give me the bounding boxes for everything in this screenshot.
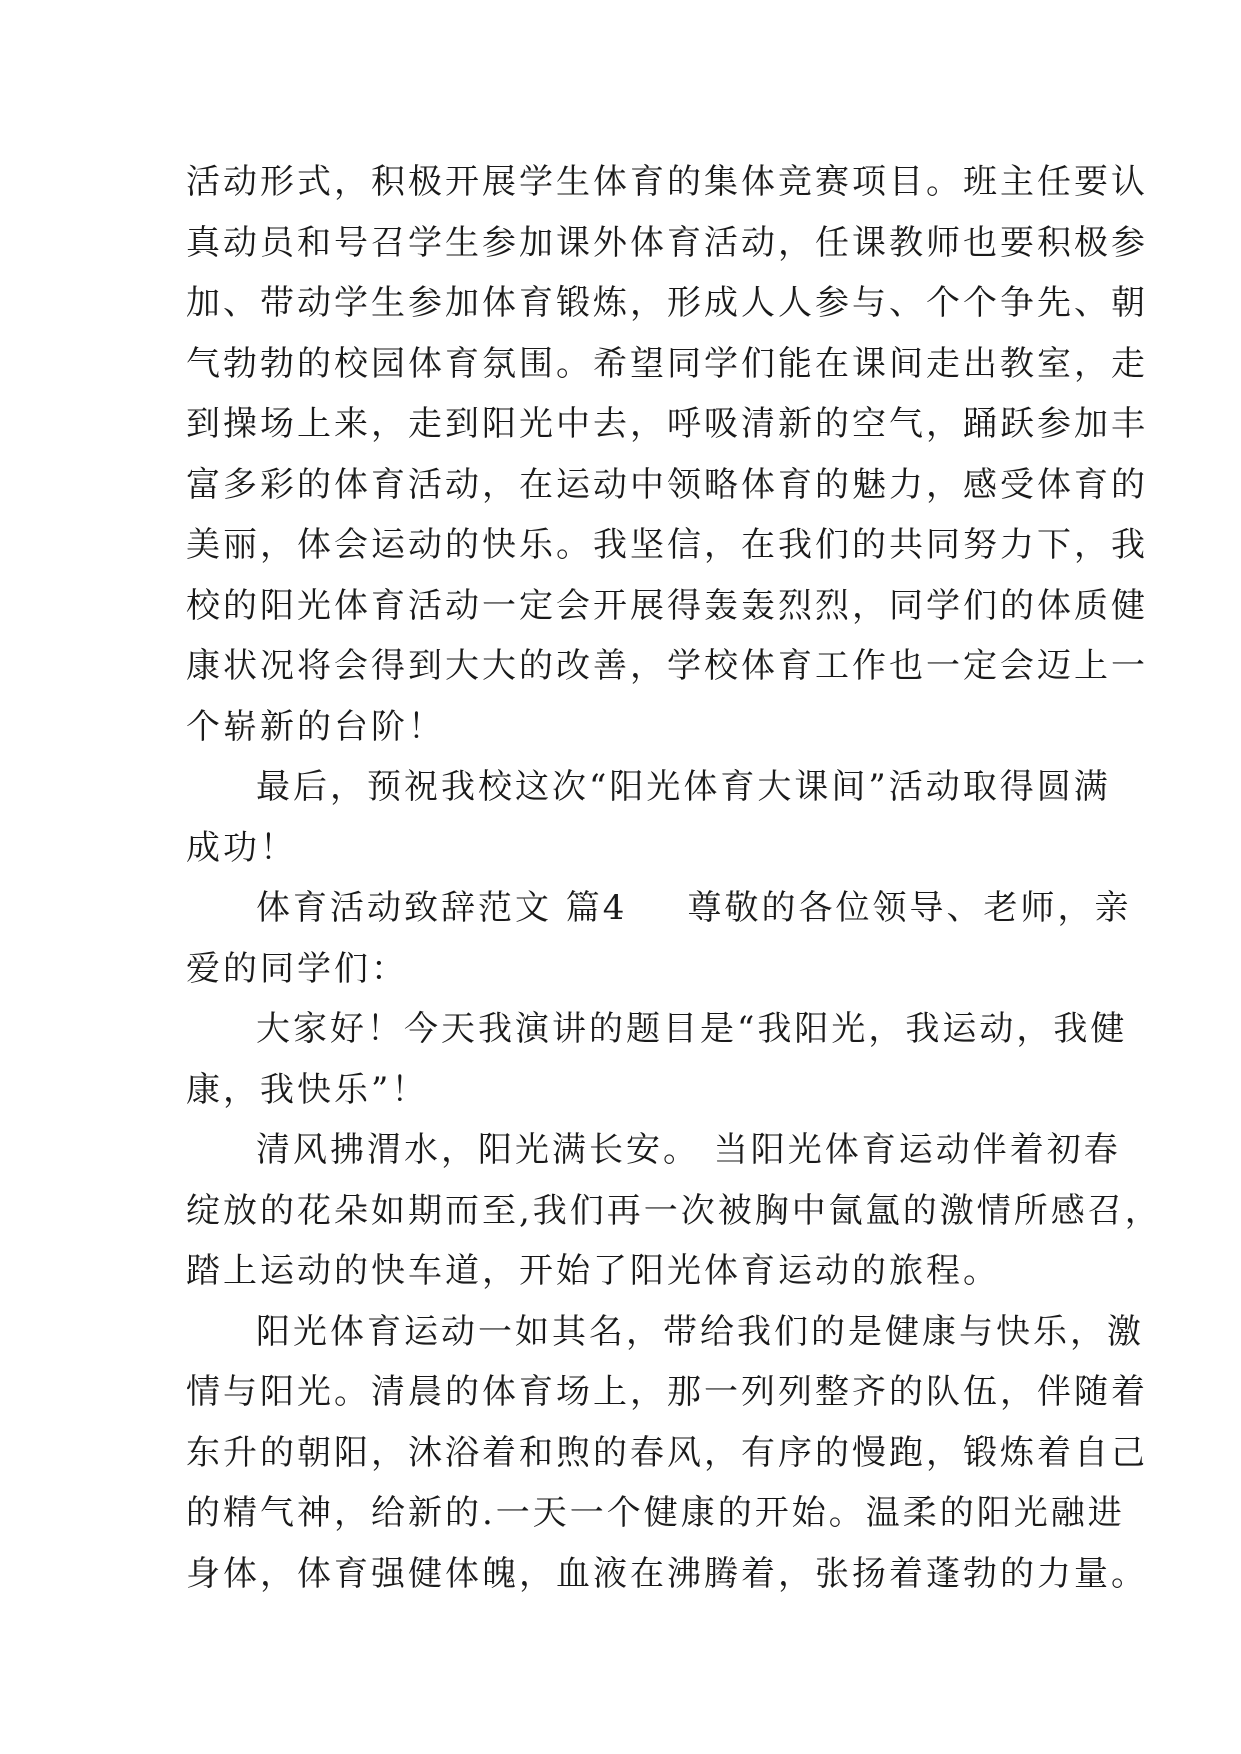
text-line: 最后，预祝我校这次“阳光体育大课间”活动取得圆满: [256, 767, 1111, 807]
text-line: 情与阳光。清晨的体育场上，那一列列整齐的队伍，伴随着: [186, 1372, 1148, 1412]
text-line: 康，我快乐”！: [186, 1069, 429, 1110]
text-line: 大家好！今天我演讲的题目是“我阳光，我运动，我健: [256, 1009, 1128, 1049]
text-line: 富多彩的体育活动，在运动中领略体育的魅力，感受体育的: [186, 464, 1148, 505]
text-line: 踏上运动的快车道，开始了阳光体育运动的旅程。: [186, 1251, 1000, 1291]
text-line: 美丽，体会运动的快乐。我坚信，在我们的共同努力下，我: [186, 525, 1148, 565]
section-heading: 体育活动致辞范文 篇4: [256, 888, 628, 928]
text-line: 阳光体育运动一如其名，带给我们的是健康与快乐，激: [256, 1311, 1144, 1352]
text-line: 成功！: [186, 827, 297, 868]
text-line: 爱的同学们：: [186, 948, 408, 989]
text-line: 气勃勃的校园体育氛围。希望同学们能在课间走出教室，走: [186, 343, 1148, 384]
text-line: 活动形式，积极开展学生体育的集体竞赛项目。班主任要认: [186, 162, 1148, 202]
text-line: 校的阳光体育活动一定会开展得轰轰烈烈，同学们的体质健: [186, 585, 1148, 626]
text-line: 尊敬的各位领导、老师，亲: [687, 888, 1132, 928]
text-line: 到操场上来，走到阳光中去，呼吸清新的空气，踊跃参加丰: [186, 404, 1148, 444]
text-line: 绽放的花朵如期而至,我们再一次被胸中氤氲的激情所感召，: [186, 1190, 1162, 1231]
text-line: 康状况将会得到大大的改善，学校体育工作也一定会迈上一: [186, 646, 1148, 686]
text-line: 清风拂渭水，阳光满长安。 当阳光体育运动伴着初春: [256, 1130, 1121, 1170]
text-line: 身体，体育强健体魄，血液在沸腾着，张扬着蓬勃的力量。: [186, 1553, 1148, 1594]
document-body: [186, 152, 1162, 1604]
text-line: 的精气神，给新的.一天一个健康的开始。温柔的阳光融进: [186, 1493, 1125, 1533]
text-line: 真动员和号召学生参加课外体育活动，任课教师也要积极参: [186, 222, 1148, 263]
text-line: 东升的朝阳，沐浴着和煦的春风，有序的慢跑，锻炼着自己: [186, 1432, 1148, 1473]
section-heading-line: [186, 878, 1132, 939]
text-line: 加、带动学生参加体育锻炼，形成人人参与、个个争先、朝: [186, 283, 1148, 323]
text-line: 个崭新的台阶！: [186, 706, 445, 747]
